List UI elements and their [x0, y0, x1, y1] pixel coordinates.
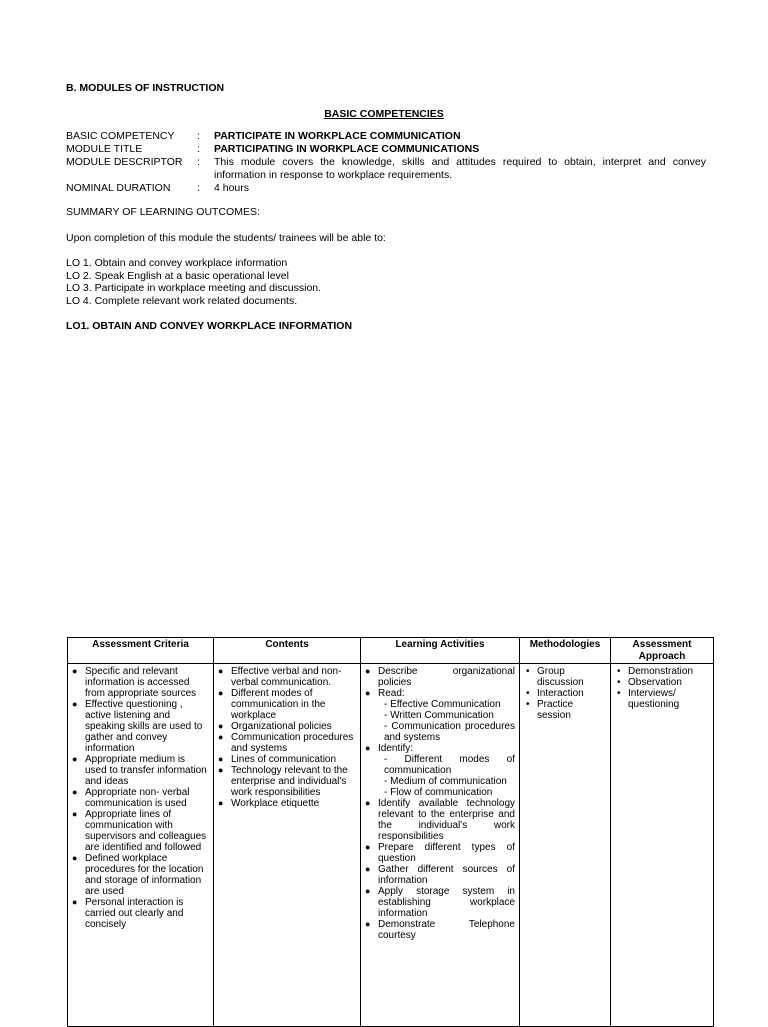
- list-item: ● Specific and relevant information is accessed from appropriate sources: [72, 666, 209, 699]
- meta-colon: :: [197, 156, 200, 168]
- sub-item: - Medium of communication: [384, 776, 507, 787]
- meta-colon: :: [197, 130, 200, 142]
- table-row: [68, 664, 714, 1027]
- read-label: Read:: [378, 688, 405, 699]
- list-item: ● Communication procedures and systems: [218, 732, 356, 754]
- learning-outcome: LO 1. Obtain and convey workplace information: [66, 257, 288, 269]
- header-assessment-approach: Assessment Approach: [611, 638, 714, 664]
- meta-row-competency: [66, 130, 706, 143]
- lo1-heading: LO1. OBTAIN AND CONVEY WORKPLACE INFORMATION: [66, 320, 353, 332]
- sub-item: - Different modes of communication: [384, 754, 515, 776]
- meta-value: PARTICIPATING IN WORKPLACE COMMUNICATIONS: [214, 143, 480, 155]
- sub-item: - Effective Communication: [384, 699, 501, 710]
- contents-cell: [214, 664, 361, 1027]
- learning-outcome: LO 4. Complete relevant work related documents.: [66, 294, 298, 307]
- sub-item: - Flow of communication: [384, 787, 493, 798]
- meta-row-descriptor: [66, 156, 706, 182]
- list-item: • Demonstration: [615, 666, 709, 677]
- summary-heading: SUMMARY OF LEARNING OUTCOMES:: [66, 206, 260, 218]
- list-item: ● Demonstrate Telephone courtesy: [365, 919, 515, 941]
- list-item-read: [365, 688, 515, 743]
- identify-label: Identify:: [378, 743, 414, 754]
- list-item: ● Different modes of communication in the workplace: [218, 688, 356, 721]
- meta-colon: :: [197, 143, 200, 155]
- assessment-approach-cell: [611, 664, 714, 1027]
- list-item: ● Gather different sources of information: [365, 864, 515, 886]
- meta-value: 4 hours: [214, 182, 250, 194]
- sub-item: - Communication procedures and systems: [384, 721, 515, 743]
- list-item: • Interaction: [524, 688, 606, 699]
- table-header-row: [68, 638, 714, 664]
- learning-outcome: LO 3. Participate in workplace meeting and discussion.: [66, 282, 322, 294]
- methodologies-cell: [520, 664, 611, 1027]
- list-item: • Practice session: [524, 699, 606, 721]
- meta-label: MODULE TITLE: [66, 143, 143, 155]
- meta-row-duration: [66, 182, 706, 195]
- learning-outcomes-list: [66, 257, 321, 307]
- list-item: ● Personal interaction is carried out clearly and concisely: [72, 897, 209, 930]
- list-item: ● Lines of communication: [218, 754, 356, 765]
- header-contents: Contents: [214, 638, 361, 664]
- list-item: ● Defined workplace procedures for the location and storage of information are used: [72, 853, 209, 897]
- intro-text: Upon completion of this module the students/ trainees will be able to:: [66, 232, 386, 244]
- learning-outcome-table: [67, 637, 714, 1027]
- meta-value: This module covers the knowledge, skills and attitudes required to obtain, interpret and convey information in response to workplace requirements.: [214, 156, 706, 181]
- list-item: ● Appropriate lines of communication with supervisors and colleagues are identified and followed: [72, 809, 209, 853]
- list-item: ● Organizational policies: [218, 721, 356, 732]
- list-item: ● Effective verbal and non-verbal communication.: [218, 666, 356, 688]
- meta-value: PARTICIPATE IN WORKPLACE COMMUNICATION: [214, 130, 461, 142]
- list-item: ● Effective questioning , active listening and speaking skills are used to gather and convey information: [72, 699, 209, 754]
- section-heading: B. MODULES OF INSTRUCTION: [66, 82, 225, 94]
- list-item: • Interviews/ questioning: [615, 688, 709, 710]
- module-meta: [66, 130, 706, 195]
- learning-outcome: LO 2. Speak English at a basic operational level: [66, 269, 289, 282]
- list-item: ● Appropriate non- verbal communication is used: [72, 787, 209, 809]
- competencies-heading: BASIC COMPETENCIES: [324, 108, 444, 120]
- list-item: • Observation: [615, 677, 709, 688]
- learning-activities-cell: [361, 664, 520, 1027]
- meta-label: MODULE DESCRIPTOR: [66, 156, 183, 168]
- header-assessment-criteria: Assessment Criteria: [68, 638, 214, 664]
- list-item: ● Identify available technology relevant to the enterprise and the individual's work responsibilities: [365, 798, 515, 842]
- list-item: ● Describe organizational policies: [365, 666, 515, 688]
- meta-label: BASIC COMPETENCY: [66, 130, 175, 142]
- meta-row-title: [66, 143, 706, 156]
- sub-item: - Written Communication: [384, 710, 494, 721]
- assessment-criteria-cell: [68, 664, 214, 1027]
- list-item: ● Prepare different types of question: [365, 842, 515, 864]
- meta-colon: :: [197, 182, 200, 194]
- list-item-identify: [365, 743, 515, 798]
- list-item: • Group discussion: [524, 666, 606, 688]
- list-item: ● Technology relevant to the enterprise and individual's work responsibilities: [218, 765, 356, 798]
- list-item: ● Apply storage system in establishing workplace information: [365, 886, 515, 919]
- header-learning-activities: Learning Activities: [361, 638, 520, 664]
- list-item: ● Workplace etiquette: [218, 798, 356, 809]
- list-item: ● Appropriate medium is used to transfer information and ideas: [72, 754, 209, 787]
- meta-label: NOMINAL DURATION: [66, 182, 171, 194]
- header-methodologies: Methodologies: [520, 638, 611, 664]
